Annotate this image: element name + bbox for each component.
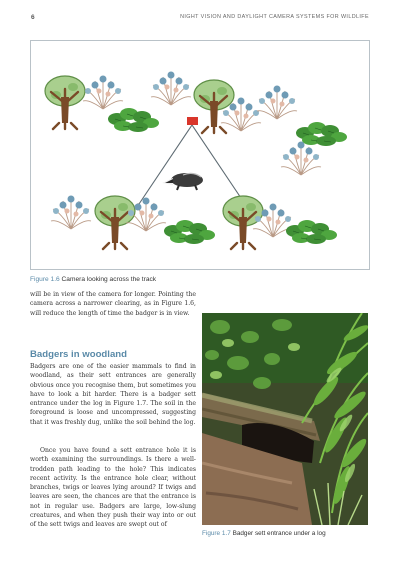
paragraph: Once you have found a sett entrance hole it is worth examining the surroundings. Is there a well-trodden path leading to the hole? This indicates recent activity. Is the entrance hole clear, without branches, twigs or leaves lying around? If twigs and leaves are seen, the chances are that the entrance is not in regular use. Badgers are large, low-slung creatures, and when they push their way into or out of the sett twigs and leaves are swept out of (30, 447, 196, 528)
figure-1-7-caption (202, 530, 326, 537)
paragraph: Badgers are one of the easier mammals to find in woodland, as their sett entrances are generally obvious once you recognise them, but sometimes you have to look a bit harder. There is a badger sett entrance under the log in Figure 1.7. The soil in the foreground is loose and uncompressed, suggesting that it was freshly dug, unlike the soil behind the log. (30, 363, 196, 426)
grass-icon (257, 86, 297, 120)
grass-icon (51, 196, 91, 230)
figure-1-7-photo (202, 313, 368, 525)
figure-number: Figure 1.7 (202, 530, 231, 537)
bush-icon (164, 220, 215, 244)
figure-1-6-caption (30, 276, 156, 283)
grass-icon (151, 72, 191, 106)
bush-icon (108, 108, 159, 132)
tree-icon (194, 80, 234, 133)
paragraph-continuation: will be in view of the camera for longer. Pointing the camera across a narrower clearing, as in Figure 1.6, will reduce the length of time the badger is in view. (30, 291, 196, 317)
bush-icon (286, 220, 337, 244)
figure-caption-text: Camera looking across the track (61, 276, 157, 283)
section-heading: Badgers in woodland (30, 349, 128, 360)
bush-icon (296, 122, 347, 146)
running-header: NIGHT VISION AND DAYLIGHT CAMERA SYSTEMS FOR WILDLIFE (180, 14, 369, 20)
page-number: 6 (31, 14, 35, 21)
figure-1-6-illustration (30, 40, 370, 270)
camera-view-lines (139, 125, 245, 204)
grass-icon (281, 142, 321, 176)
tree-icon (45, 76, 85, 129)
grass-icon (83, 76, 123, 110)
camera-icon (187, 117, 198, 125)
figure-caption-text: Badger sett entrance under a log (232, 530, 326, 537)
badger-icon (162, 173, 203, 190)
figure-number: Figure 1.6 (30, 276, 60, 283)
tree-icon (223, 196, 263, 249)
